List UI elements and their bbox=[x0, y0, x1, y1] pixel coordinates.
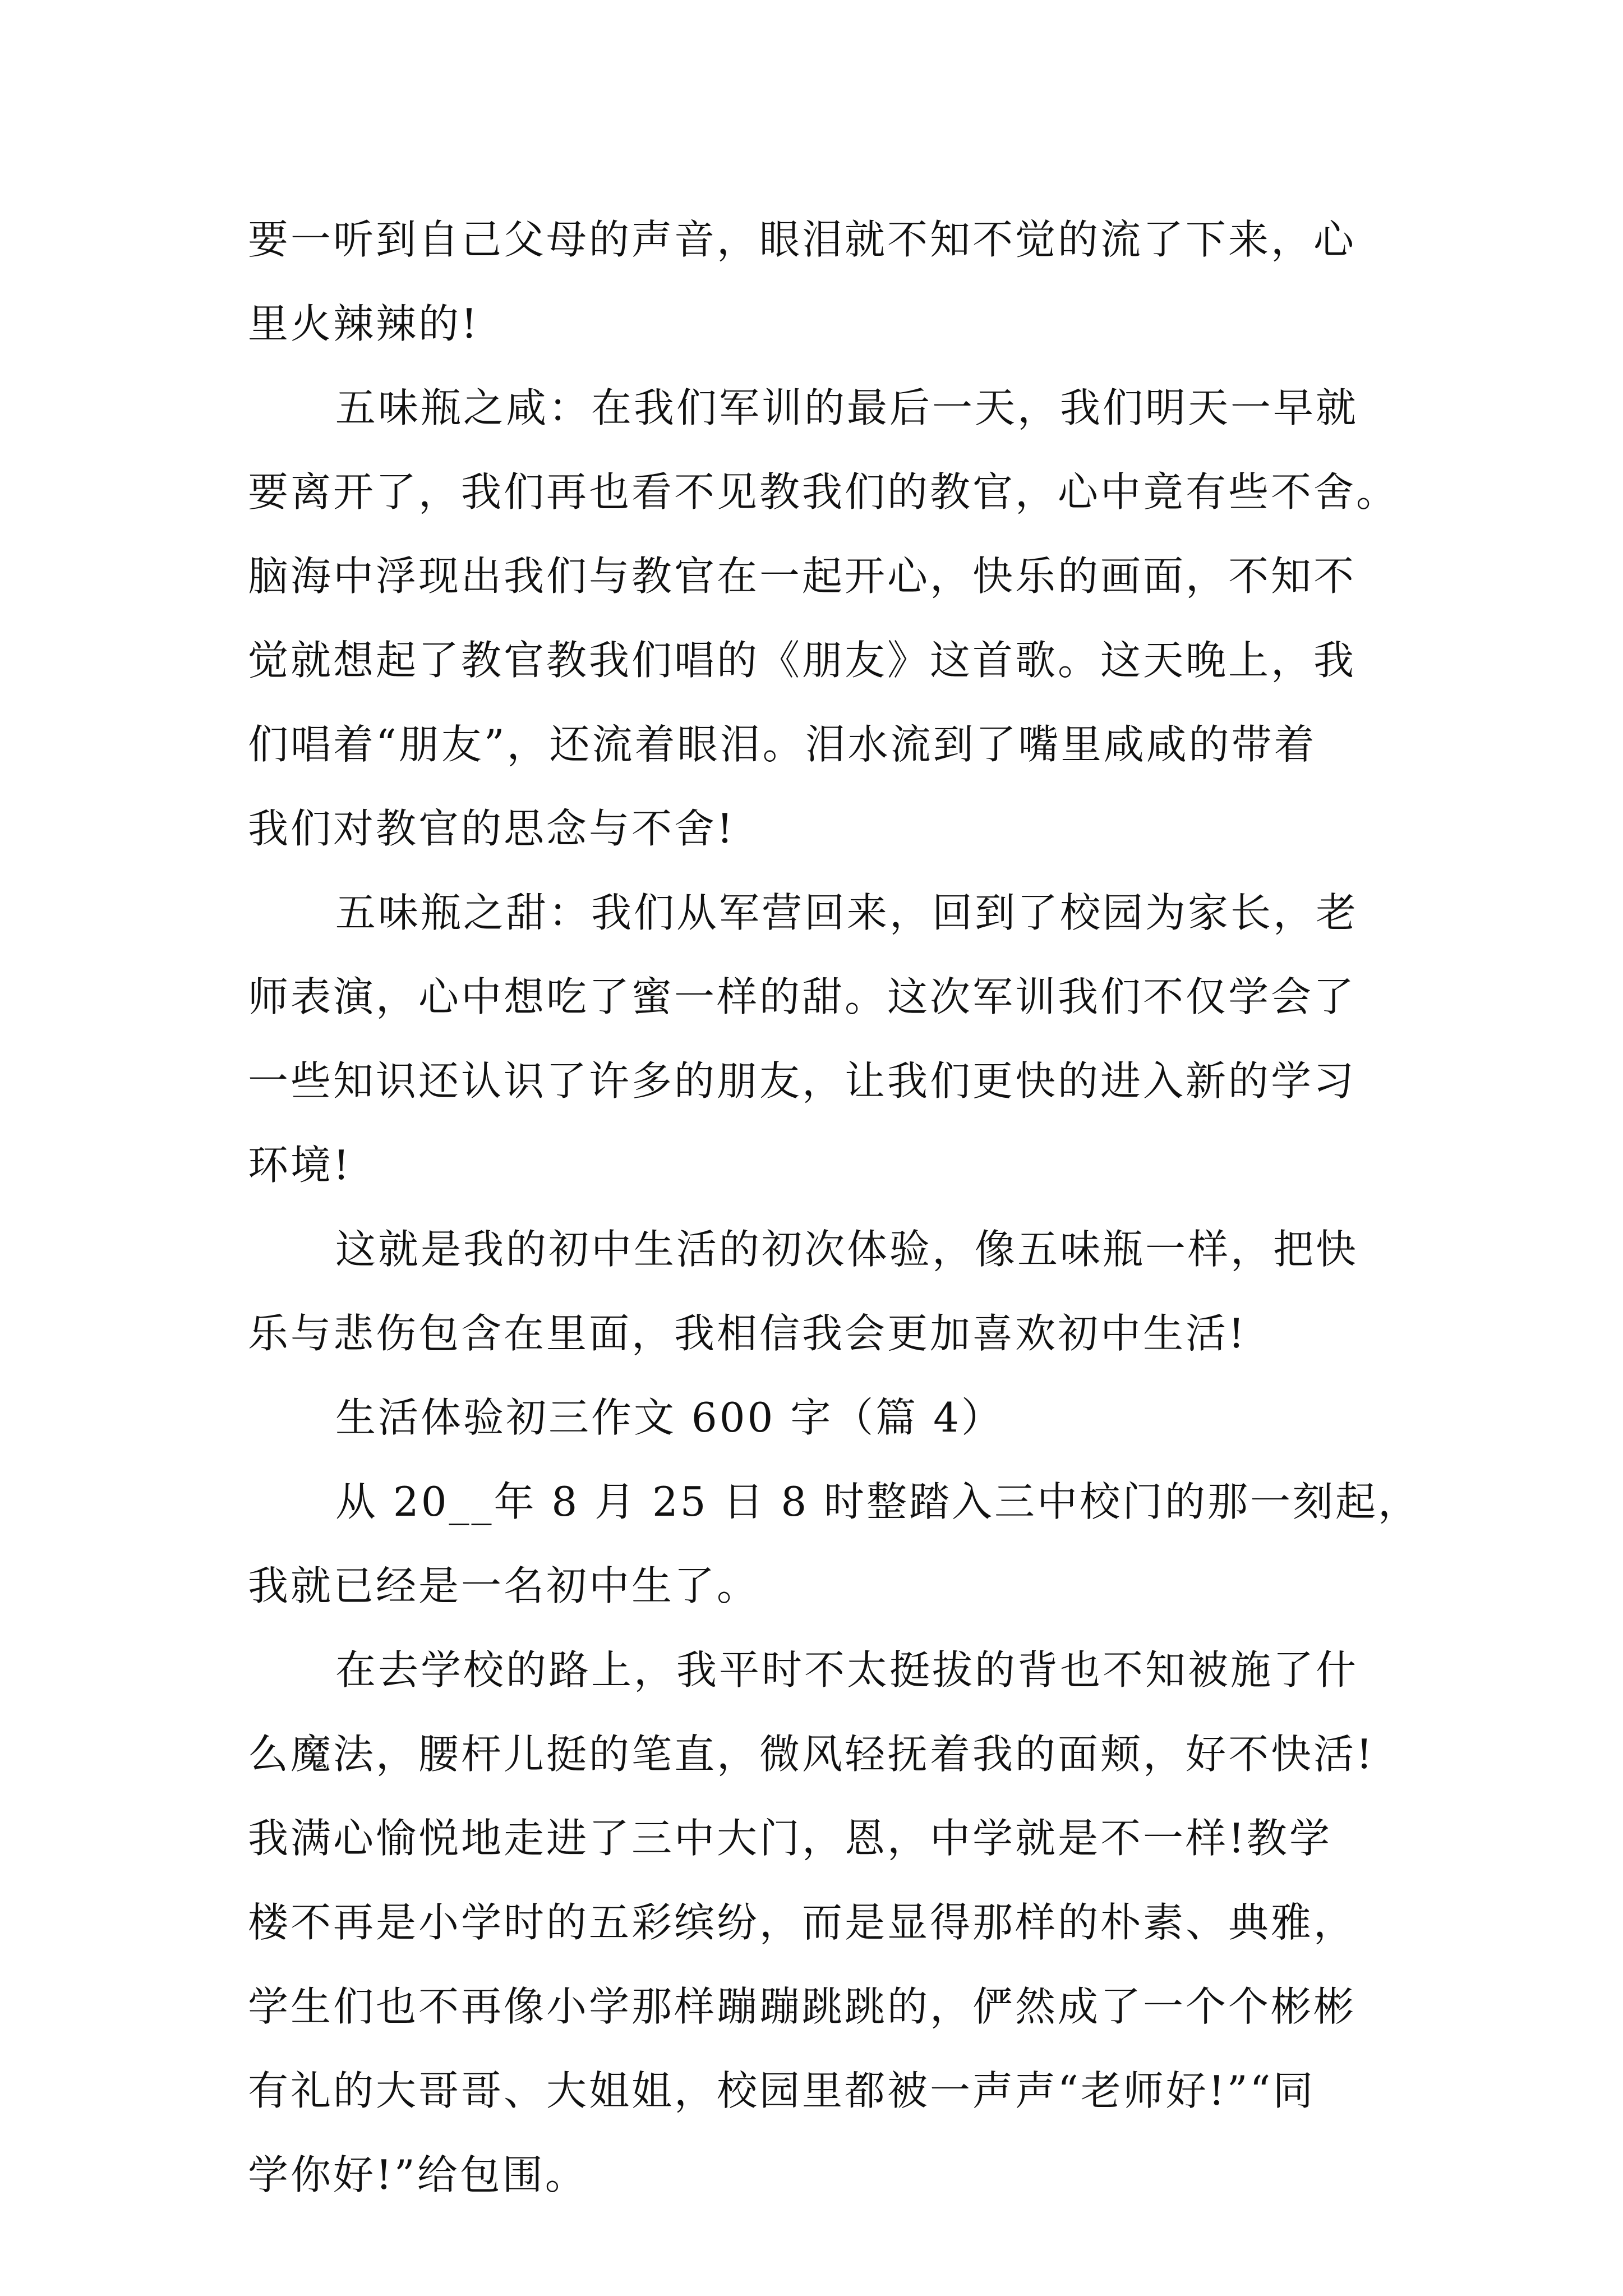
text-line: 要离开了，我们再也看不见教我们的教官，心中竟有些不舍。 bbox=[248, 468, 1399, 516]
text-line: 觉就想起了教官教我们唱的《朋友》这首歌。这天晚上，我 bbox=[248, 637, 1357, 684]
paragraph-start-line: 这就是我的初中生活的初次体验，像五味瓶一样，把快 bbox=[335, 1226, 1359, 1273]
text-line: 乐与悲伤包含在里面，我相信我会更加喜欢初中生活! bbox=[248, 1310, 1247, 1357]
text-line: 我满心愉悦地走进了三中大门，恩，中学就是不一样!教学 bbox=[248, 1815, 1332, 1862]
text-line: 环境! bbox=[248, 1142, 352, 1189]
text-line: 脑海中浮现出我们与教官在一起开心，快乐的画面，不知不 bbox=[248, 553, 1357, 600]
section-heading: 生活体验初三作文 600 字（篇 4） bbox=[335, 1394, 1004, 1441]
paragraph-start-line: 五味瓶之咸：在我们军训的最后一天，我们明天一早就 bbox=[335, 384, 1359, 431]
text-line: 们唱着“朋友”，还流着眼泪。泪水流到了嘴里咸咸的带着 bbox=[248, 721, 1317, 768]
paragraph-start-line: 五味瓶之甜：我们从军营回来，回到了校园为家长，老 bbox=[335, 889, 1359, 936]
text-line: 我们对教官的思念与不舍! bbox=[248, 805, 735, 852]
text-line: 么魔法，腰杆儿挺的笔直，微风轻抚着我的面颊，好不快活! bbox=[248, 1731, 1375, 1778]
text-line: 学生们也不再像小学那样蹦蹦跳跳的，俨然成了一个个彬彬 bbox=[248, 1983, 1357, 2030]
text-line: 里火辣辣的! bbox=[248, 300, 479, 347]
text-line: 师表演，心中想吃了蜜一样的甜。这次军训我们不仅学会了 bbox=[248, 973, 1357, 1020]
paragraph-start-line: 从 20__年 8 月 25 日 8 时整踏入三中校门的那一刻起， bbox=[335, 1478, 1421, 1525]
text-line: 我就已经是一名初中生了。 bbox=[248, 1562, 760, 1609]
paragraph-start-line: 在去学校的路上，我平时不太挺拔的背也不知被施了什 bbox=[335, 1646, 1359, 1694]
document-body bbox=[248, 197, 1421, 2217]
text-line: 一些知识还认识了许多的朋友，让我们更快的进入新的学习 bbox=[248, 1057, 1357, 1105]
text-line: 要一听到自己父母的声音，眼泪就不知不觉的流了下来，心 bbox=[248, 216, 1357, 263]
text-line: 楼不再是小学时的五彩缤纷，而是显得那样的朴素、典雅， bbox=[248, 1899, 1357, 1946]
text-line: 学你好!”给包围。 bbox=[248, 2151, 588, 2198]
text-line: 有礼的大哥哥、大姐姐，校园里都被一声声“老师好!”“同 bbox=[248, 2067, 1316, 2114]
